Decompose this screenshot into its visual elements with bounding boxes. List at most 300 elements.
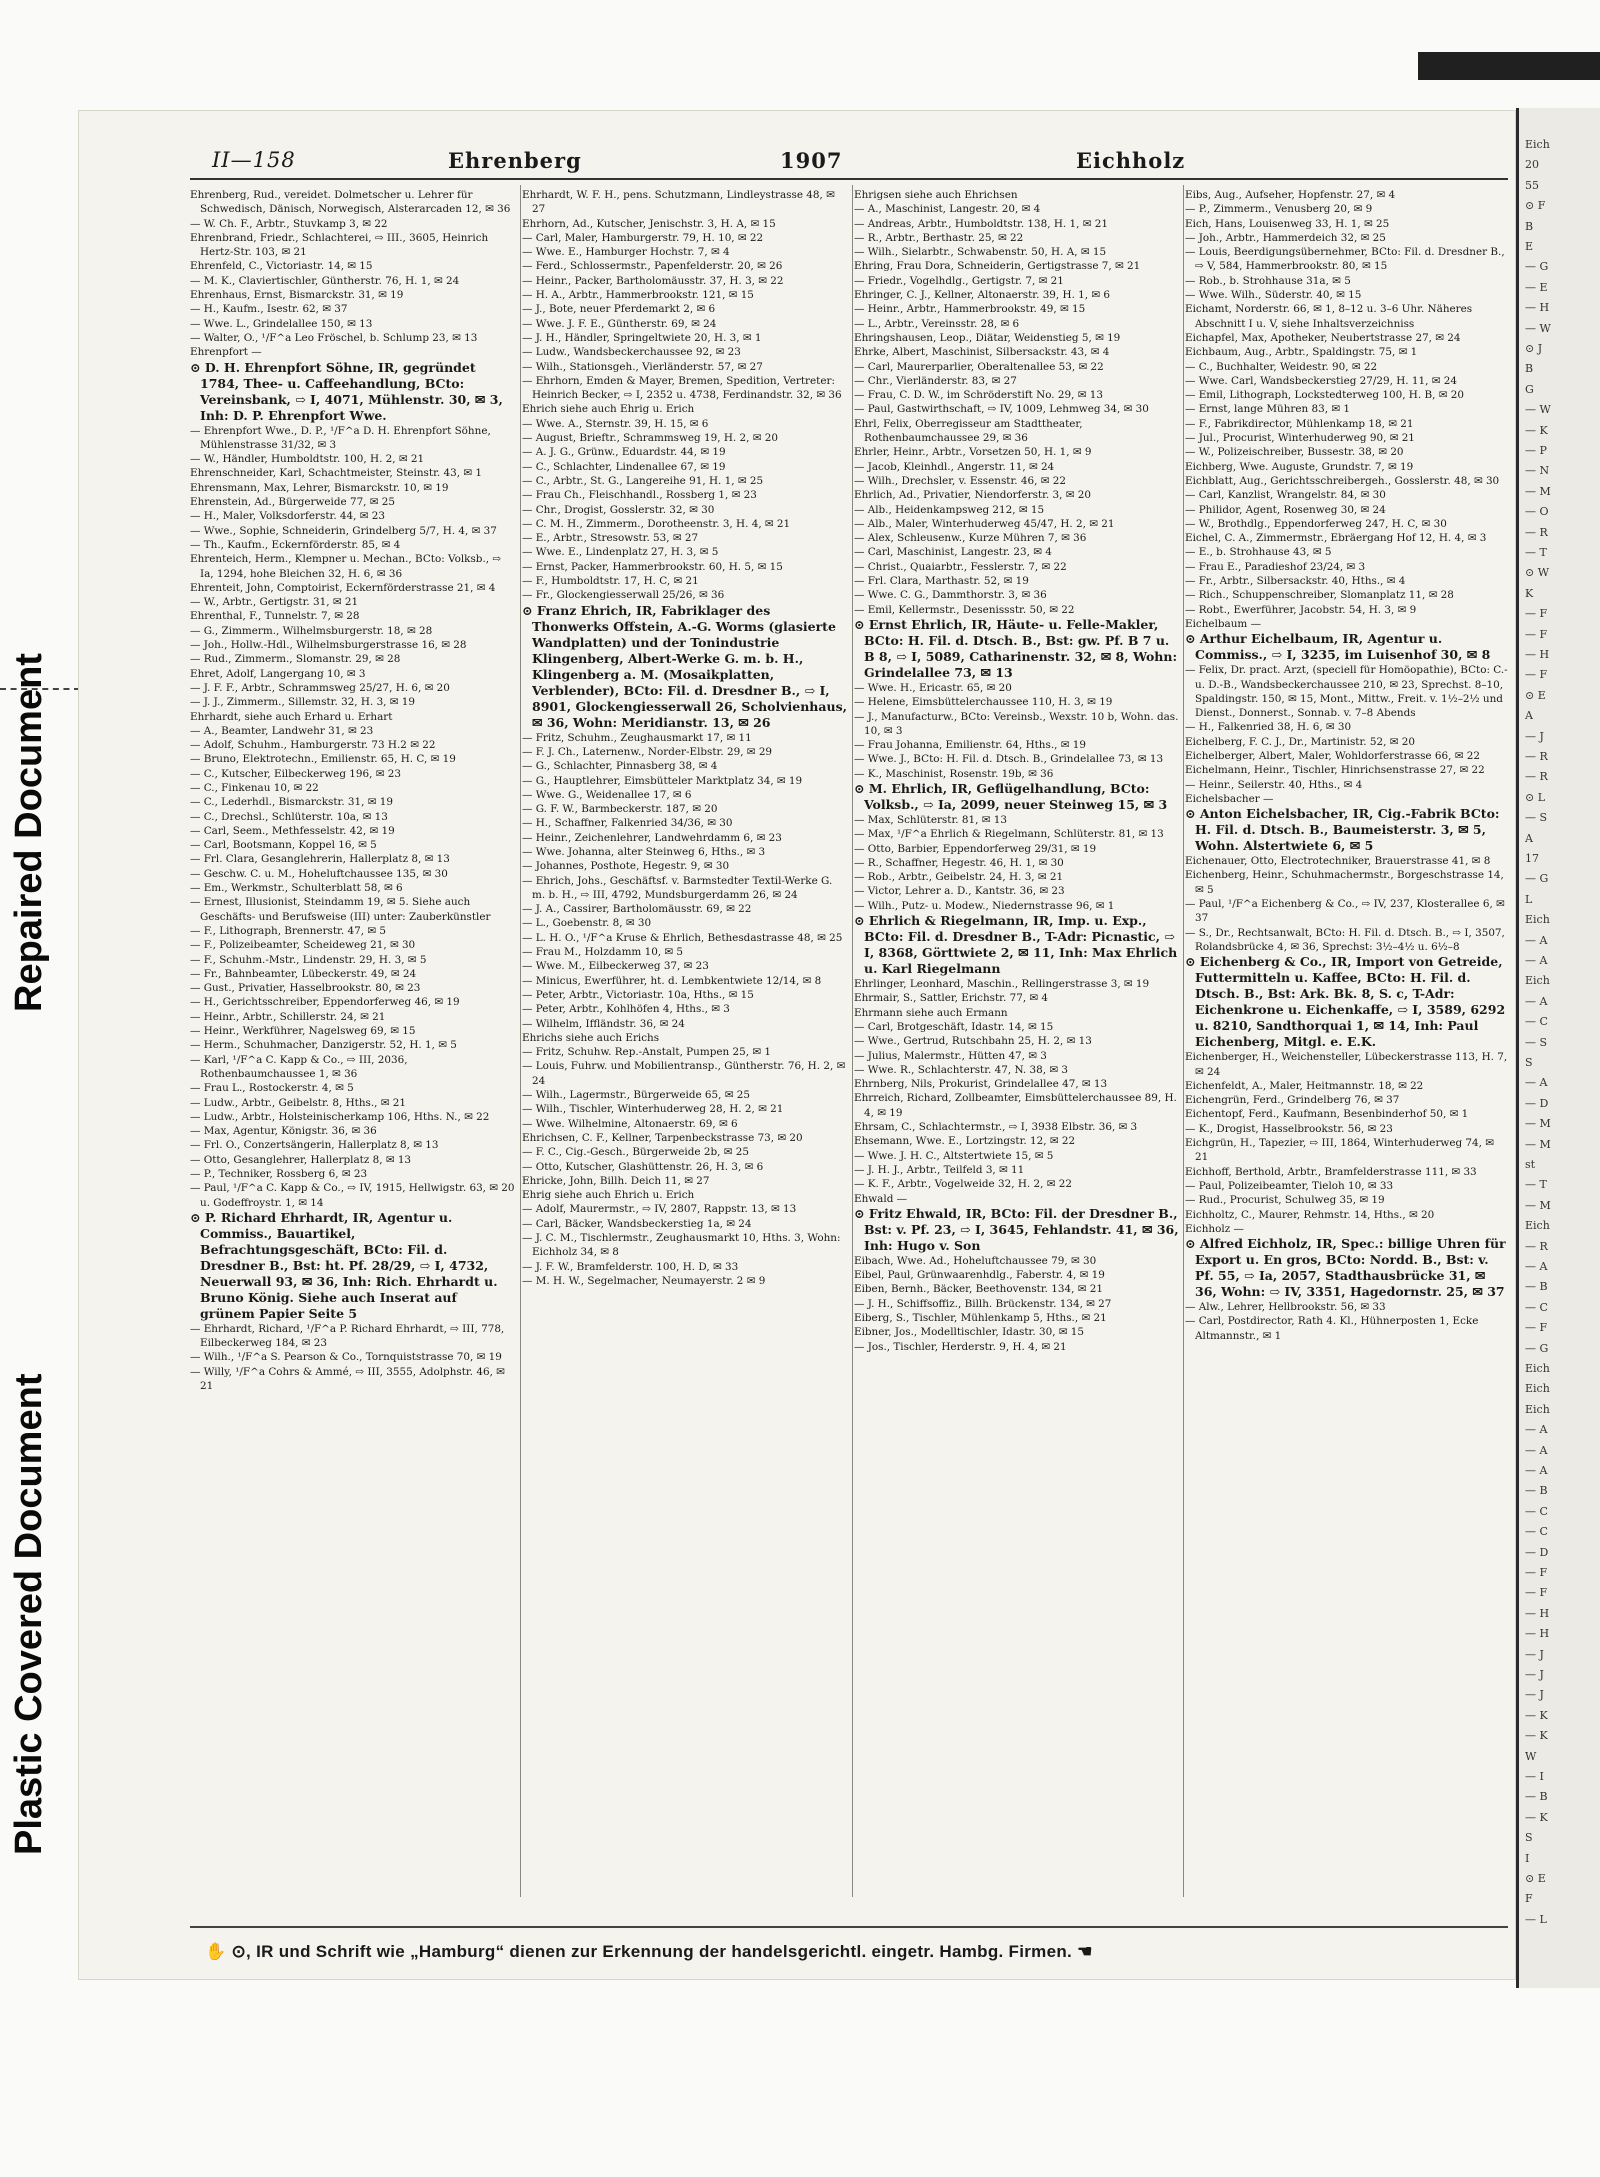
header-right-word: Eichholz <box>1076 148 1186 173</box>
directory-entry: Ehrenpfort — <box>190 346 262 359</box>
strip-fragment: Eich <box>1525 1402 1550 1416</box>
strip-fragment: — R <box>1525 750 1548 763</box>
directory-entry: — Wwe. E., Hamburger Hochstr. 7, ✉ 4 <box>522 246 730 259</box>
directory-entry: — Wwe. L., Grindelallee 150, ✉ 13 <box>190 317 373 330</box>
strip-fragment: 20 <box>1525 158 1539 172</box>
strip-fragment: — M <box>1525 1137 1551 1151</box>
strip-fragment: — P <box>1525 444 1547 457</box>
directory-entry: ⊙ Ehrlich & Riegelmann, IR, Imp. u. Exp., BCto: Fil. d. Dresdner B., T-Adr: Picnastic, ⇨ I, 8368, Görttwiete 2, ✉ 11, Inh: Max Ehrlich u. Karl Riegelmann <box>854 913 1178 977</box>
directory-entry: Ehrenteit, John, Comptoirist, Eckernförderstrasse 21, ✉ 4 <box>190 581 496 594</box>
directory-entry: — Ehrich, Johs., Geschäftsf. v. Barmstedter Textil-Werke G. m. b. H., ⇨ III, 4792, Mundsburgerdamm 26, ✉ 24 <box>522 874 833 901</box>
directory-entry: Eichenauer, Otto, Electrotechniker, Brauerstrasse 41, ✉ 8 <box>1185 855 1491 868</box>
directory-entry: — C., Finkenau 10, ✉ 22 <box>190 781 319 794</box>
directory-entry: — Carl, Maurerparlier, Oberaltenallee 53, ✉ 22 <box>854 360 1104 373</box>
directory-entry: — Andreas, Arbtr., Humboldtstr. 138, H. 1, ✉ 21 <box>854 217 1108 230</box>
directory-entry: — Rob., Arbtr., Geibelstr. 24, H. 3, ✉ 21 <box>854 871 1064 884</box>
directory-entry: — Ernst, lange Mühren 83, ✉ 1 <box>1185 403 1350 416</box>
directory-entry: — R., Arbtr., Berthastr. 25, ✉ 22 <box>854 231 1024 244</box>
directory-entry: Eichenberger, H., Weichensteller, Lübeckerstrasse 113, H. 7, ✉ 24 <box>1185 1051 1508 1078</box>
directory-entry: — Wwe. Wilh., Süderstr. 40, ✉ 15 <box>1185 289 1362 302</box>
directory-entry: Ehsemann, Wwe. E., Lortzingstr. 12, ✉ 22 <box>854 1135 1076 1148</box>
directory-entry: Ehrich siehe auch Ehrig u. Erich <box>522 403 695 416</box>
directory-entry: — Wwe., Sophie, Schneiderin, Grindelberg 5/7, H. 4, ✉ 37 <box>190 524 497 537</box>
directory-entry: — Wwe. E., Lindenplatz 27, H. 3, ✉ 5 <box>522 546 719 559</box>
directory-entry: Eichenfeldt, A., Maler, Heitmannstr. 18, ✉ 22 <box>1185 1079 1424 1092</box>
directory-entry: — G. F. W., Barmbeckerstr. 187, ✉ 20 <box>522 803 718 816</box>
directory-entry: — Heinr., Werkführer, Nagelsweg 69, ✉ 15 <box>190 1025 416 1038</box>
strip-fragment: K <box>1525 586 1534 600</box>
column-3 <box>854 188 1179 1900</box>
directory-entry: — J. F. F., Arbtr., Schrammsweg 25/27, H. 6, ✉ 20 <box>190 681 450 694</box>
strip-fragment: — D <box>1525 1545 1549 1559</box>
directory-entry: — H., Maler, Volksdorferstr. 44, ✉ 23 <box>190 510 385 523</box>
plastic-covered-label: Plastic Covered Document <box>8 1373 50 1855</box>
strip-fragment: — A <box>1525 954 1548 967</box>
strip-fragment: 17 <box>1525 852 1539 865</box>
strip-fragment: — E <box>1525 280 1548 294</box>
directory-entry: Ehrenstein, Ad., Bürgerweide 77, ✉ 25 <box>190 496 396 509</box>
strip-fragment: — D <box>1525 1096 1549 1110</box>
strip-fragment: Eich <box>1525 138 1550 151</box>
directory-entry: Eichgrün, H., Tapezier, ⇨ III, 1864, Winterhuderweg 74, ✉ 21 <box>1185 1137 1494 1164</box>
directory-entry: — H., Kaufm., Isestr. 62, ✉ 37 <box>190 303 348 316</box>
directory-entry: — Johannes, Posthote, Hegestr. 9, ✉ 30 <box>522 860 730 873</box>
strip-fragment: I <box>1525 1851 1530 1865</box>
directory-entry: — Jul., Procurist, Winterhuderweg 90, ✉ 21 <box>1185 432 1415 445</box>
strip-fragment: — J <box>1525 1647 1544 1661</box>
directory-entry: — Chr., Vierländerstr. 83, ✉ 27 <box>854 374 1017 387</box>
directory-entry: — Adolf, Maurermstr., ⇨ IV, 2807, Rappstr. 13, ✉ 13 <box>522 1203 797 1216</box>
directory-entry: — Peter, Arbtr., Victoriastr. 10a, Hths., ✉ 15 <box>522 988 754 1001</box>
directory-entry: ⊙ M. Ehrlich, IR, Geflügelhandlung, BCto: Volksb., ⇨ Ia, 2099, neuer Steinweg 15, ✉ 3 <box>854 780 1168 812</box>
directory-entry: — Wwe. R., Schlachterstr. 47, N. 38, ✉ 3 <box>854 1063 1068 1076</box>
directory-entry: Ehricke, John, Billh. Deich 11, ✉ 27 <box>522 1174 710 1187</box>
strip-fragment: — K <box>1525 1708 1548 1722</box>
directory-entry: — Wwe., Gertrud, Rutschbahn 25, H. 2, ✉ 13 <box>854 1035 1092 1048</box>
directory-entry: — L. H. O., ¹/F^a Kruse & Ehrlich, Bethesdastrasse 48, ✉ 25 <box>522 931 843 944</box>
directory-entry: — K. F., Arbtr., Vogelweide 32, H. 2, ✉ 22 <box>854 1178 1072 1191</box>
directory-entry: Ehrensmann, Max, Lehrer, Bismarckstr. 10, ✉ 19 <box>190 481 449 494</box>
directory-entry: — Walter, O., ¹/F^a Leo Fröschel, b. Schlump 23, ✉ 13 <box>190 331 478 344</box>
strip-fragment: — M <box>1525 484 1551 498</box>
directory-entry: Ehrig siehe auch Ehrich u. Erich <box>522 1189 695 1202</box>
directory-entry: Eichbaum, Aug., Arbtr., Spaldingstr. 75, ✉ 1 <box>1185 346 1418 359</box>
directory-entry: Eichelsbacher — <box>1185 792 1274 805</box>
directory-entry: — Carl, Maschinist, Langestr. 23, ✉ 4 <box>854 546 1052 559</box>
directory-entry: — W., Arbtr., Gertigstr. 31, ✉ 21 <box>190 596 359 609</box>
directory-entry: — F. J. Ch., Laternenw., Norder-Elbstr. 29, ✉ 29 <box>522 745 773 758</box>
column-divider <box>852 185 853 1897</box>
directory-entry: — Robt., Ewerführer, Jacobstr. 54, H. 3, ✉ 9 <box>1185 603 1417 616</box>
directory-entry: — Carl, Bäcker, Wandsbeckerstieg 1a, ✉ 24 <box>522 1217 752 1230</box>
strip-fragment: 55 <box>1525 178 1539 192</box>
directory-entry: — Joh., Arbtr., Hammerdeich 32, ✉ 25 <box>1185 231 1386 244</box>
directory-entry: — Th., Kaufm., Eckernförderstr. 85, ✉ 4 <box>190 538 401 551</box>
directory-entry: — Wwe. Johanna, alter Steinweg 6, Hths., ✉ 3 <box>522 845 766 858</box>
footer-notice: ✋ ⊙, IR und Schrift wie „Hamburg“ dienen zur Erkennung der handelsgerichtl. eingetr. Hambg. Firmen. ☚ <box>205 1942 1093 1961</box>
directory-entry: Eichelbaum — <box>1185 617 1261 630</box>
directory-entry: — Jacob, Kleinhdl., Angerstr. 11, ✉ 24 <box>854 460 1055 473</box>
strip-fragment: — B <box>1525 1280 1548 1294</box>
directory-entry: — F., Schuhm.-Mstr., Lindenstr. 29, H. 3, ✉ 5 <box>190 953 427 966</box>
directory-entry: — Alw., Lehrer, Hellbrookstr. 56, ✉ 33 <box>1185 1301 1386 1314</box>
directory-entry: — Wilh., Sielarbtr., Schwabenstr. 50, H. A, ✉ 15 <box>854 246 1107 259</box>
directory-entry: — Wwe. C. G., Dammthorstr. 3, ✉ 36 <box>854 589 1047 602</box>
strip-fragment: ⊙ L <box>1525 790 1546 804</box>
directory-entry: — Paul, ¹/F^a Eichenberg & Co., ⇨ IV, 237, Klosterallee 6, ✉ 37 <box>1185 898 1505 925</box>
directory-entry: — Paul, ¹/F^a C. Kapp & Co., ⇨ IV, 1915, Hellwigstr. 63, ✉ 20 u. Godeffroystr. 1, ✉ 14 <box>190 1182 515 1209</box>
directory-entry: — M. K., Claviertischler, Güntherstr. 76, H. 1, ✉ 24 <box>190 274 460 287</box>
directory-entry: — Heinr., Arbtr., Hammerbrookstr. 49, ✉ 15 <box>854 303 1086 316</box>
directory-entry: — Felix, Dr. pract. Arzt, (speciell für Homöopathie), BCto: C.- u. D.-B., Wandsbeckerchaussee 210, ✉ 23, Sprechst. 8–10, Spaldingstr. 150, ✉ 15, Mont., Mittw., Freit. v. 1½–2½ und Dienst., Donnerst., Sonnab. v. 7–8 Abends <box>1185 664 1508 720</box>
directory-entry: — J. H., Schiffsoffiz., Billh. Brückenstr. 134, ✉ 27 <box>854 1297 1112 1310</box>
directory-entry: — Frau L., Rostockerstr. 4, ✉ 5 <box>190 1082 354 1095</box>
directory-entry: — R., Schaffner, Hegestr. 46, H. 1, ✉ 30 <box>854 856 1064 869</box>
directory-entry: ⊙ Fritz Ehwald, IR, BCto: Fil. der Dresdner B., Bst: v. Pf. 23, ⇨ I, 3645, Fehlandstr. 41, ✉ 36, Inh: Hugo v. Son <box>854 1205 1179 1253</box>
strip-fragment: L <box>1525 892 1533 906</box>
directory-entry: Ehret, Adolf, Langergang 10, ✉ 3 <box>190 667 366 680</box>
directory-entry: — Ludw., Arbtr., Geibelstr. 8, Hths., ✉ 21 <box>190 1096 406 1109</box>
directory-entry: Ehringshausen, Leop., Diätar, Weidenstieg 5, ✉ 19 <box>854 331 1121 344</box>
directory-entry: — C., Drechsl., Schlüterstr. 10a, ✉ 13 <box>190 810 388 823</box>
directory-entry: — Frl. Clara, Gesanglehrerin, Hallerplatz 8, ✉ 13 <box>190 853 450 866</box>
strip-fragment: — A <box>1525 1423 1548 1437</box>
directory-entry: — J., Bote, neuer Pferdemarkt 2, ✉ 6 <box>522 303 716 316</box>
directory-entry: — Wwe. A., Sternstr. 39, H. 15, ✉ 6 <box>522 417 709 430</box>
directory-entry: Eibner, Jos., Modelltischler, Idastr. 30, ✉ 15 <box>854 1326 1085 1339</box>
directory-entry: — Louis, Beerdigungsübernehmer, BCto: Fil. d. Dresdner B., ⇨ V, 584, Hammerbrookstr. 80, ✉ 15 <box>1185 246 1505 273</box>
directory-entry: ⊙ P. Richard Ehrhardt, IR, Agentur u. Commiss., Bauartikel, Befrachtungsgeschäft, BCto: Fil. d. Dresdner B., Bst: ht. Pf. 28/29, ⇨ I, 4732, Neuerwall 93, ✉ 36, Inh: Rich. Ehrhardt u. Bruno König. Siehe auch Inserat auf grünem Papier Seite 5 <box>190 1209 498 1321</box>
directory-entry: — August, Brieftr., Schrammsweg 19, H. 2, ✉ 20 <box>522 432 778 445</box>
directory-entry: — J. F. W., Bramfelderstr. 100, H. D, ✉ 33 <box>522 1260 739 1273</box>
directory-entry: — Minicus, Ewerführer, ht. d. Lembkentwiete 12/14, ✉ 8 <box>522 974 822 987</box>
directory-entry: — Frau Ch., Fleischhandl., Rossberg 1, ✉ 23 <box>522 489 757 502</box>
directory-entry: — Rich., Schuppenschreiber, Slomanplatz 11, ✉ 28 <box>1185 589 1454 602</box>
directory-entry: — J. C. M., Tischlermstr., Zeughausmarkt 10, Hths. 3, Wohn: Eichholz 34, ✉ 8 <box>522 1232 841 1259</box>
directory-entry: Eiberg, S., Tischler, Mühlenkamp 5, Hths., ✉ 21 <box>854 1312 1107 1324</box>
directory-entry: — Carl, Brotgeschäft, Idastr. 14, ✉ 15 <box>854 1020 1054 1033</box>
strip-fragment: Eich <box>1525 913 1550 927</box>
directory-entry: — Philidor, Agent, Rosenweg 30, ✉ 24 <box>1185 503 1386 516</box>
directory-entry: — Joh., Hollw.-Hdl., Wilhelmsburgerstrasse 16, ✉ 28 <box>190 639 467 652</box>
directory-entry: — S., Dr., Rechtsanwalt, BCto: H. Fil. d. Dtsch. B., ⇨ I, 3507, Rolandsbrücke 4, ✉ 36, Sprechst: 3½–4½ u. 6½–8 <box>1185 926 1505 953</box>
directory-entry: — Ehrenpfort Wwe., D. P., ¹/F^a D. H. Ehrenpfort Söhne, Mühlenstrasse 31/32, ✉ 3 <box>190 424 491 451</box>
directory-entry: — Ferd., Schlossermstr., Papenfelderstr. 20, ✉ 26 <box>522 260 783 273</box>
strip-fragment: — G <box>1525 872 1549 886</box>
directory-entry: — Wwe. Wilhelmine, Altonaerstr. 69, ✉ 6 <box>522 1117 738 1130</box>
directory-entry: — Karl, ¹/F^a C. Kapp & Co., ⇨ III, 2036, Rothenbaumchaussee 1, ✉ 36 <box>190 1053 408 1080</box>
strip-fragment: — W <box>1525 403 1551 417</box>
top-edge-bar <box>1418 52 1600 80</box>
directory-entry: — K., Maschinist, Rosenstr. 19b, ✉ 36 <box>854 767 1054 780</box>
directory-entry: — F. C., Cig.-Gesch., Bürgerweide 2b, ✉ 25 <box>522 1146 749 1159</box>
directory-entry: ⊙ Eichenberg & Co., IR, Import von Getreide, Futtermitteln u. Kaffee, BCto: H. Fil. d. Dtsch. B., Bst: Ark. Bk. 8, S. c, T-Adr: Eichenkrone u. Eichenkaffe, ⇨ I, 3589, 6292 u. 8210, Sandthorquai 1, ✉ 14, Inh: Paul Eichenberg, Mitgl. e. E.K. <box>1185 954 1506 1050</box>
strip-fragment: — H <box>1525 648 1550 661</box>
directory-entry: — Ernest, Illusionist, Steindamm 19, ✉ 5. Siehe auch Geschäfts- und Berufsweise (III) unter: Zauberkünstler <box>190 896 491 923</box>
directory-entry: — Fr., Arbtr., Silbersackstr. 40, Hths., ✉ 4 <box>1185 575 1406 588</box>
directory-entry: — Ehrhardt, Richard, ¹/F^a P. Richard Ehrhardt, ⇨ III, 778, Eilbeckerweg 184, ✉ 23 <box>190 1322 505 1350</box>
directory-entry: — Paul, Polizeibeamter, Tieloh 10, ✉ 33 <box>1185 1179 1394 1192</box>
directory-entry: ⊙ D. H. Ehrenpfort Söhne, IR, gegründet 1784, Thee- u. Caffeehandlung, BCto: Vereinsbank, ⇨ I, 4071, Mühlenstr. 30, ✉ 3, Inh: D. P. Ehrenpfort Wwe. <box>190 359 503 423</box>
strip-fragment: — T <box>1525 546 1547 559</box>
directory-entry: — H. A., Arbtr., Hammerbrookstr. 121, ✉ 15 <box>522 289 754 302</box>
strip-fragment: ⊙ E <box>1525 1872 1546 1885</box>
directory-entry: Ehrenbrand, Friedr., Schlachterei, ⇨ III., 3605, Heinrich Hertz-Str. 103, ✉ 21 <box>190 231 489 259</box>
directory-entry: — Frl. O., Conzertsängerin, Hallerplatz 8, ✉ 13 <box>190 1139 439 1152</box>
strip-fragment: — G <box>1525 1341 1549 1355</box>
directory-entry: — C., Schlachter, Lindenallee 67, ✉ 19 <box>522 460 726 473</box>
strip-fragment: — H <box>1525 301 1550 315</box>
directory-entry: — G., Zimmerm., Wilhelmsburgerstr. 18, ✉ 28 <box>190 624 433 637</box>
directory-entry: Ehringer, C. J., Kellner, Altonaerstr. 39, H. 1, ✉ 6 <box>854 289 1111 302</box>
strip-fragment: — J <box>1525 1688 1544 1702</box>
directory-entry: — Fr., Glockengiesserwall 25/26, ✉ 36 <box>522 589 725 602</box>
strip-fragment: — A <box>1525 1443 1548 1457</box>
directory-entry: Eiben, Bernh., Bäcker, Beethovenstr. 134, ✉ 21 <box>854 1283 1103 1296</box>
directory-entry: Eichholz — <box>1185 1222 1244 1235</box>
directory-entry: — Bruno, Elektrotechn., Emilienstr. 65, H. C, ✉ 19 <box>190 753 456 766</box>
strip-fragment: st <box>1525 1158 1536 1171</box>
directory-entry: — P., Techniker, Rossberg 6, ✉ 23 <box>190 1168 368 1180</box>
directory-entry: ⊙ Franz Ehrich, IR, Fabriklager des Thonwerks Offstein, A.-G. Worms (glasierte Wandplatten) und der Tonindustrie Klingenberg, Albert-Werke G. m. b. H., Klingenberg a. M. (Mosaikplatten, Verblender), BCto: Fil. d. Dresdner B., ⇨ I, 8901, Glockengiesserwall 26, Scholvienhaus, ✉ 36, Wohn: Meridianstr. 13, ✉ 26 <box>522 602 847 730</box>
directory-entry: — Max, Agentur, Königstr. 36, ✉ 36 <box>190 1125 377 1138</box>
directory-entry: — H., Gerichtsschreiber, Eppendorferweg 46, ✉ 19 <box>190 996 460 1009</box>
strip-fragment: — N <box>1525 464 1550 478</box>
strip-fragment: — J <box>1525 1668 1544 1681</box>
strip-fragment: — G <box>1525 260 1549 274</box>
strip-fragment: — C <box>1525 1300 1548 1314</box>
directory-entry: — Frau M., Holzdamm 10, ✉ 5 <box>522 946 684 959</box>
strip-fragment: F <box>1525 1892 1533 1906</box>
directory-entry: Ehrenthal, F., Tunnelstr. 7, ✉ 28 <box>190 610 360 623</box>
directory-entry: — Paul, Gastwirthschaft, ⇨ IV, 1009, Lehmweg 34, ✉ 30 <box>854 403 1149 416</box>
directory-entry: Eichblatt, Aug., Gerichtsschreibergeh., Gosslerstr. 48, ✉ 30 <box>1185 474 1500 487</box>
strip-fragment: — M <box>1525 1198 1551 1212</box>
strip-fragment: S <box>1525 1056 1533 1069</box>
strip-fragment: — A <box>1525 1464 1548 1477</box>
strip-fragment: — A <box>1525 994 1548 1008</box>
directory-entry: Ehrenberg, Rud., vereidet. Dolmetscher u. Lehrer für Schwedisch, Dänisch, Norwegisch, Alsterarcaden 12, ✉ 36 <box>190 189 511 216</box>
directory-entry: — J., Manufacturw., BCto: Vereinsb., Wexstr. 10 b, Wohn. das. 10, ✉ 3 <box>854 710 1179 737</box>
column-divider <box>520 185 521 1897</box>
directory-entry: — Otto, Kutscher, Glashüttenstr. 26, H. 3, ✉ 6 <box>522 1160 764 1173</box>
directory-entry: — Jos., Tischler, Herderstr. 9, H. 4, ✉ 21 <box>854 1340 1067 1353</box>
directory-entry: — Gust., Privatier, Hasselbrookstr. 80, ✉ 23 <box>190 982 421 995</box>
strip-fragment: B <box>1525 362 1534 376</box>
directory-entry: — W., Händler, Humboldtstr. 100, H. 2, ✉ 21 <box>190 453 425 466</box>
directory-entry: Ehring, Frau Dora, Schneiderin, Gertigstrasse 7, ✉ 21 <box>854 260 1141 273</box>
directory-entry: — G., Hauptlehrer, Eimsbütteler Marktplatz 34, ✉ 19 <box>522 774 803 787</box>
strip-fragment: Eich <box>1525 1219 1550 1233</box>
directory-entry: — Carl, Kanzlist, Wrangelstr. 84, ✉ 30 <box>1185 489 1386 502</box>
directory-entry: Ehwald — <box>854 1192 908 1205</box>
directory-entry: Eichengrün, Ferd., Grindelberg 76, ✉ 37 <box>1185 1094 1400 1107</box>
directory-entry: Eichhoff, Berthold, Arbtr., Bramfelderstrasse 111, ✉ 33 <box>1185 1165 1477 1178</box>
directory-entry: — Carl, Postdirector, Rath 4. Kl., Hühnerposten 1, Ecke Altmannstr., ✉ 1 <box>1185 1315 1479 1342</box>
directory-entry: Ehrreich, Richard, Zollbeamter, Eimsbüttelerchaussee 89, H. 4, ✉ 19 <box>854 1092 1177 1119</box>
directory-entry: — F., Humboldtstr. 17, H. C, ✉ 21 <box>522 575 699 588</box>
directory-entry: Eichelberger, Albert, Maler, Wohldorferstrasse 66, ✉ 22 <box>1185 749 1480 762</box>
directory-entry: — C. M. H., Zimmerm., Dorotheenstr. 3, H. 4, ✉ 21 <box>522 517 791 530</box>
directory-entry: — Geschw. C. u. M., Hoheluftchaussee 135, ✉ 30 <box>190 867 448 880</box>
strip-fragment: — L <box>1525 1912 1547 1926</box>
directory-entry: Ehrhardt, siehe auch Erhard u. Erhart <box>190 710 393 723</box>
directory-entry: — Wilh., Putz- u. Modew., Niedernstrasse 96, ✉ 1 <box>854 899 1115 912</box>
directory-entry: Eichentopf, Ferd., Kaufmann, Besenbinderhof 50, ✉ 1 <box>1185 1108 1469 1121</box>
directory-entry: Ehrlinger, Leonhard, Maschin., Rellingerstrasse 3, ✉ 19 <box>854 978 1150 991</box>
strip-fragment: — B <box>1525 1790 1548 1804</box>
directory-entry: Eichelmann, Heinr., Tischler, Hinrichsenstrasse 27, ✉ 22 <box>1185 764 1485 777</box>
directory-entry: — Fritz, Schuhm., Zeughausmarkt 17, ✉ 11 <box>522 731 752 744</box>
column-2 <box>522 188 847 1900</box>
directory-entry: — Alb., Heidenkampsweg 212, ✉ 15 <box>854 503 1045 516</box>
directory-entry: — Wwe. Carl, Wandsbeckerstieg 27/29, H. 11, ✉ 24 <box>1185 374 1457 387</box>
adjacent-page-strip <box>1516 108 1600 1988</box>
strip-fragment: — F <box>1525 607 1548 621</box>
strip-fragment: — F <box>1525 1321 1548 1335</box>
directory-entry: — H., Falkenried 38, H. 6, ✉ 30 <box>1185 721 1352 734</box>
strip-fragment: ⊙ J <box>1525 342 1543 355</box>
directory-entry: — Rob., b. Strohhause 31a, ✉ 5 <box>1185 274 1351 287</box>
directory-entry: — A., Beamter, Landwehr 31, ✉ 23 <box>190 724 374 737</box>
directory-entry: — J. A., Cassirer, Bartholomäusstr. 69, ✉ 22 <box>522 903 752 916</box>
directory-entry: — C., Arbtr., St. G., Langereihe 91, H. 1, ✉ 25 <box>522 474 764 487</box>
strip-fragment: Eich <box>1525 1382 1550 1396</box>
directory-entry: Ehrichsen, C. F., Kellner, Tarpenbeckstrasse 73, ✉ 20 <box>522 1131 803 1144</box>
strip-fragment: — I <box>1525 1770 1544 1783</box>
directory-entry: — Ludw., Arbtr., Holsteinischerkamp 106, Hths. N., ✉ 22 <box>190 1110 490 1123</box>
directory-entry: — Carl, Seem., Methfesselstr. 42, ✉ 19 <box>190 824 395 837</box>
directory-entry: Eich, Hans, Louisenweg 33, H. 1, ✉ 25 <box>1185 217 1390 230</box>
directory-entry: — Emil, Kellermstr., Desenissstr. 50, ✉ 22 <box>854 603 1075 616</box>
directory-entry: — Louis, Fuhrw. und Mobilientransp., Güntherstr. 76, H. 2, ✉ 24 <box>522 1060 846 1087</box>
directory-entry: — Ludw., Wandsbeckerchaussee 92, ✉ 23 <box>522 346 741 359</box>
directory-entry: — L., Arbtr., Vereinsstr. 28, ✉ 6 <box>854 317 1020 330</box>
strip-fragment: G <box>1525 382 1534 396</box>
directory-entry: — Emil, Lithograph, Lockstedterweg 100, H. B, ✉ 20 <box>1185 389 1464 402</box>
directory-entry: — Wilh., Stationsgeh., Vierländerstr. 57, ✉ 27 <box>522 360 763 373</box>
directory-entry: — Fr., Bahnbeamter, Lübeckerstr. 49, ✉ 24 <box>190 967 417 980</box>
directory-entry: Eichberg, Wwe. Auguste, Grundstr. 7, ✉ 19 <box>1185 460 1414 473</box>
directory-entry: — Peter, Arbtr., Kohlhöfen 4, Hths., ✉ 3 <box>522 1003 730 1016</box>
directory-entry: — W. Ch. F., Arbtr., Stuvkamp 3, ✉ 22 <box>190 217 388 230</box>
strip-fragment: Eich <box>1525 1362 1550 1375</box>
directory-entry: Ehrl, Felix, Oberregisseur am Stadttheater, Rothenbaumchaussee 29, ✉ 36 <box>854 417 1083 445</box>
strip-fragment: — H <box>1525 1627 1550 1641</box>
directory-entry: — Julius, Malermstr., Hütten 47, ✉ 3 <box>854 1049 1047 1062</box>
directory-entry: ⊙ Arthur Eichelbaum, IR, Agentur u. Commiss., ⇨ I, 3235, im Luisenhof 30, ✉ 8 <box>1185 631 1491 663</box>
strip-fragment: ⊙ W <box>1525 566 1550 580</box>
directory-entry: Ehrsam, C., Schlachtermstr., ⇨ I, 3938 Elbstr. 36, ✉ 3 <box>854 1121 1138 1134</box>
directory-entry: Eibach, Wwe. Ad., Hoheluftchaussee 79, ✉ 30 <box>854 1254 1097 1267</box>
strip-fragment: — K <box>1525 423 1548 437</box>
directory-entry: — A. J. G., Grünw., Eduardstr. 44, ✉ 19 <box>522 446 726 459</box>
strip-fragment: — F <box>1525 1566 1548 1579</box>
directory-entry: — H., Schaffner, Falkenried 34/36, ✉ 30 <box>522 817 733 830</box>
directory-entry: — Wilh., ¹/F^a S. Pearson & Co., Tornquiststrasse 70, ✉ 19 <box>190 1351 502 1364</box>
strip-fragment: — M <box>1525 1117 1551 1131</box>
strip-fragment: — F <box>1525 1586 1548 1600</box>
directory-entry: — Heinr., Seilerstr. 40, Hths., ✉ 4 <box>1185 778 1363 791</box>
directory-entry: Eibel, Paul, Grünwaarenhdlg., Faberstr. 4, ✉ 19 <box>854 1269 1105 1282</box>
page-number: II—158 <box>212 148 296 172</box>
strip-fragment: — J <box>1525 729 1544 743</box>
directory-entry: Ehrigsen siehe auch Ehrichsen <box>854 189 1018 201</box>
strip-fragment: — A <box>1525 933 1548 947</box>
directory-entry: — Helene, Eimsbüttelerchaussee 110, H. 3, ✉ 19 <box>854 696 1113 709</box>
footer-rule <box>190 1926 1508 1928</box>
strip-fragment: B <box>1525 219 1534 233</box>
directory-entry: Eibs, Aug., Aufseher, Hopfenstr. 27, ✉ 4 <box>1185 189 1396 201</box>
strip-fragment: — F <box>1525 668 1548 682</box>
directory-entry: Ehrenfeld, C., Victoriastr. 14, ✉ 15 <box>190 260 373 273</box>
directory-entry: — Alb., Maler, Winterhuderweg 45/47, H. 2, ✉ 21 <box>854 517 1115 530</box>
directory-entry: — Alex, Schleusenw., Kurze Mühren 7, ✉ 36 <box>854 532 1087 545</box>
directory-entry: — Wwe. M., Eilbeckerweg 37, ✉ 23 <box>522 960 709 973</box>
strip-fragment: — S <box>1525 811 1548 825</box>
strip-fragment: — B <box>1525 1484 1548 1498</box>
directory-entry: — M. H. W., Segelmacher, Neumayerstr. 2 ✉ 9 <box>522 1274 766 1287</box>
directory-entry: — Willy, ¹/F^a Cohrs & Ammé, ⇨ III, 3555, Adolphstr. 46, ✉ 21 <box>190 1365 505 1393</box>
directory-entry: Ehrmair, S., Sattler, Erichstr. 77, ✉ 4 <box>854 992 1049 1005</box>
directory-entry: — L., Goebenstr. 8, ✉ 30 <box>522 917 652 930</box>
directory-entry: — J. H., Händler, Springeltwiete 20, H. 3, ✉ 1 <box>522 331 762 344</box>
header-year: 1907 <box>780 148 843 173</box>
strip-fragment: W <box>1525 1749 1537 1763</box>
directory-entry: — G., Schlachter, Pinnasberg 38, ✉ 4 <box>522 760 718 773</box>
strip-fragment: — C <box>1525 1504 1548 1518</box>
directory-entry: — Wwe. G., Weidenallee 17, ✉ 6 <box>522 788 692 801</box>
directory-entry: — J. J., Zimmerm., Sillemstr. 32, H. 3, ✉ 19 <box>190 696 416 709</box>
directory-entry: Eichelberg, F. C. J., Dr., Martinistr. 52, ✉ 20 <box>1185 735 1415 748</box>
directory-entry: Ehrler, Heinr., Arbtr., Vorsetzen 50, H. 1, ✉ 9 <box>854 446 1092 459</box>
directory-entry: Ehrenteich, Herm., Klempner u. Mechan., BCto: Volksb., ⇨ Ia, 1294, hohe Bleichen 32, H. 6, ✉ 36 <box>190 553 502 580</box>
directory-entry: — W., Polizeischreiber, Bussestr. 38, ✉ 20 <box>1185 446 1404 459</box>
directory-entry: Eichamt, Norderstr. 66, ✉ 1, 8–12 u. 3–6 Uhr. Näheres Abschnitt I u. V, siehe Inhaltsverzeichniss <box>1185 303 1473 330</box>
directory-entry: — C., Kutscher, Eilbeckerweg 196, ✉ 23 <box>190 767 401 780</box>
directory-entry: ⊙ Anton Eichelsbacher, IR, Cig.-Fabrik BCto: H. Fil. d. Dtsch. B., Baumeisterstr. 3, ✉ 5, Wohn. Alstertwiete 6, ✉ 5 <box>1185 806 1500 854</box>
directory-entry: — E., Arbtr., Stresowstr. 53, ✉ 27 <box>522 532 699 545</box>
directory-entry: — J. H. J., Arbtr., Teilfeld 3, ✉ 11 <box>854 1163 1025 1176</box>
directory-entry: — Wwe. H., Ericastr. 65, ✉ 20 <box>854 681 1012 694</box>
directory-entry: — F., Polizeibeamter, Scheideweg 21, ✉ 30 <box>190 939 416 952</box>
directory-entry: — Wilh., Drechsler, v. Essenstr. 46, ✉ 22 <box>854 474 1066 487</box>
strip-fragment: E <box>1525 240 1534 253</box>
directory-entry: — Chr., Drogist, Gosslerstr. 32, ✉ 30 <box>522 503 715 516</box>
directory-entry: — Frau, C. D. W., im Schröderstift No. 29, ✉ 13 <box>854 389 1103 402</box>
strip-fragment: — W <box>1525 321 1551 335</box>
directory-entry: — Em., Werkmstr., Schulterblatt 58, ✉ 6 <box>190 882 403 895</box>
strip-fragment: — S <box>1525 1035 1548 1049</box>
directory-entry: — Wwe. J. H. C., Altstertwiete 15, ✉ 5 <box>854 1149 1054 1162</box>
directory-entry: Eichapfel, Max, Apotheker, Neubertstrasse 27, ✉ 24 <box>1185 331 1461 344</box>
directory-entry: — Rud., Zimmerm., Slomanstr. 29, ✉ 28 <box>190 653 401 666</box>
directory-entry: — C., Lederhdl., Bismarckstr. 31, ✉ 19 <box>190 796 393 809</box>
strip-fragment: — A <box>1525 1076 1548 1090</box>
strip-fragment: — R <box>1525 1239 1548 1253</box>
directory-entry: Ehrlich, Ad., Privatier, Niendorferstr. 3, ✉ 20 <box>854 489 1091 502</box>
directory-entry: — Heinr., Arbtr., Schillerstr. 24, ✉ 21 <box>190 1010 386 1023</box>
directory-entry: — Max, ¹/F^a Ehrlich & Riegelmann, Schlüterstr. 81, ✉ 13 <box>854 828 1164 841</box>
directory-entry: Ehrhorn, Ad., Kutscher, Jenischstr. 3, H. A, ✉ 15 <box>522 217 776 230</box>
directory-entry: — Otto, Barbier, Eppendorferweg 29/31, ✉ 19 <box>854 842 1097 855</box>
strip-fragment: — A <box>1525 1260 1548 1273</box>
strip-fragment: — F <box>1525 627 1548 641</box>
strip-fragment: ⊙ E <box>1525 688 1546 702</box>
strip-fragment: Eich <box>1525 974 1550 988</box>
directory-entry: — Otto, Gesanglehrer, Hallerplatz 8, ✉ 13 <box>190 1153 412 1166</box>
directory-entry: — A., Maschinist, Langestr. 20, ✉ 4 <box>854 203 1041 216</box>
